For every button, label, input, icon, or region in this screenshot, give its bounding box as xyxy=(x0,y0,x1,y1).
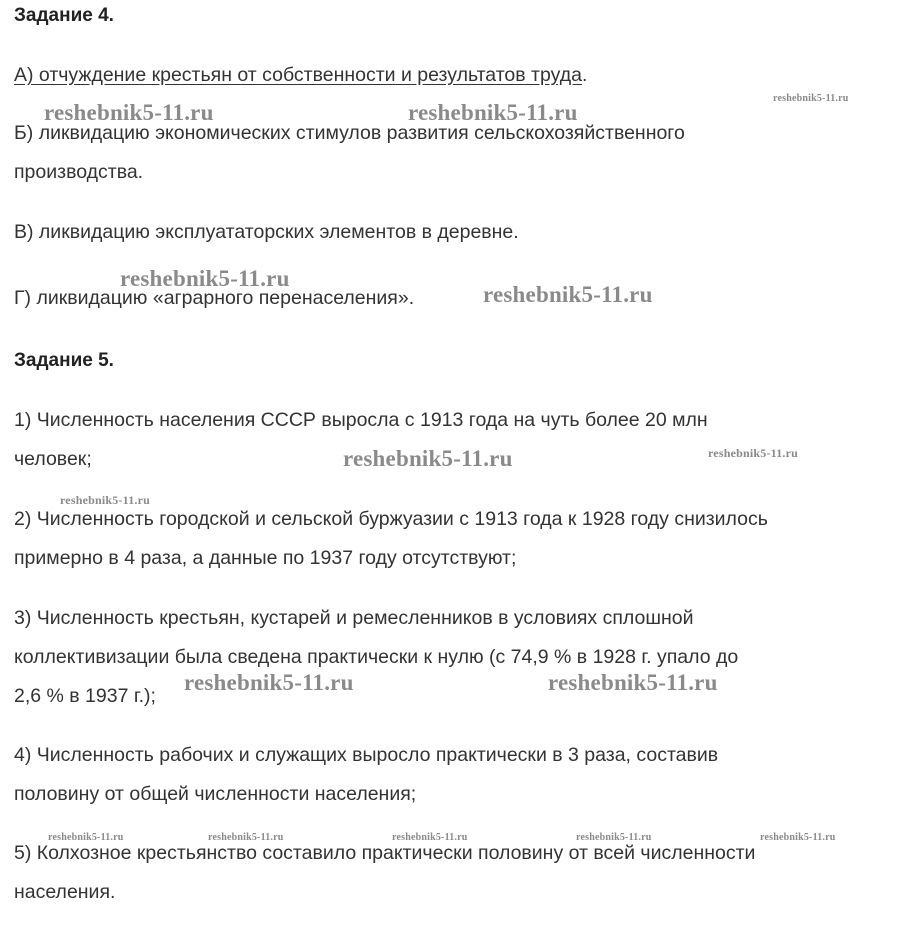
item-4-line-1: 4) Численность рабочих и служащих выросло практически в 3 раза, составив xyxy=(14,744,719,766)
task-4-answer-b xyxy=(14,114,914,192)
answer-v-text: В) ликвидацию эксплуататорских элементов в деревне. xyxy=(14,221,519,243)
watermark: reshebnik5-11.ru xyxy=(60,493,150,507)
watermark: reshebnik5-11.ru xyxy=(483,282,653,307)
item-5-line-2: населения. xyxy=(14,881,116,903)
watermark: reshebnik5-11.ru xyxy=(120,266,290,291)
item-3-line-2: коллективизации была сведена практически к нулю (с 74,9 % в 1928 г. упало до xyxy=(14,646,739,668)
watermark: reshebnik5-11.ru xyxy=(773,93,849,104)
answer-g-text: Г) ликвидацию «аграрного перенаселения». xyxy=(14,287,415,309)
task-4-answer-v xyxy=(14,213,914,252)
task-5-item-4 xyxy=(14,736,914,814)
task-5-item-2 xyxy=(14,500,914,578)
task-5-heading: Задание 5. xyxy=(14,350,114,371)
task-4-heading: Задание 4. xyxy=(14,5,114,26)
item-4-line-2: половину от общей численности населения; xyxy=(14,783,417,805)
task-4-answer-g xyxy=(14,279,914,318)
watermark: reshebnik5-11.ru xyxy=(760,832,836,843)
watermark: reshebnik5-11.ru xyxy=(48,832,124,843)
item-3-line-1: 3) Численность крестьян, кустарей и ремесленников в условиях сплошной xyxy=(14,607,694,629)
answer-a-tail: . xyxy=(581,64,588,86)
watermark: reshebnik5-11.ru xyxy=(208,832,284,843)
answer-b-line-2: производства. xyxy=(14,161,144,183)
answer-a-text: А) отчуждение крестьян от собственности и результатов труда xyxy=(14,64,582,86)
item-1-line-2: человек; xyxy=(14,448,92,470)
watermark: reshebnik5-11.ru xyxy=(343,446,513,471)
watermark: reshebnik5-11.ru xyxy=(392,832,468,843)
watermark: reshebnik5-11.ru xyxy=(44,100,214,125)
task-5-item-1 xyxy=(14,401,914,479)
item-1-line-1: 1) Численность населения СССР выросла с 1913 года на чуть более 20 млн xyxy=(14,409,708,431)
watermark: reshebnik5-11.ru xyxy=(548,670,718,695)
task-5-item-3 xyxy=(14,599,914,716)
item-2-line-1: 2) Численность городской и сельской буржуазии с 1913 года к 1928 году снизилось xyxy=(14,508,768,530)
item-5-line-1: 5) Колхозное крестьянство составило практически половину от всей численности xyxy=(14,842,756,864)
answer-b-line-1: Б) ликвидацию экономических стимулов развития сельскохозяйственного xyxy=(14,122,685,144)
task-5-item-5 xyxy=(14,834,914,912)
watermark: reshebnik5-11.ru xyxy=(576,832,652,843)
item-2-line-2: примерно в 4 раза, а данные по 1937 году отсутствуют; xyxy=(14,547,517,569)
watermark: reshebnik5-11.ru xyxy=(408,100,578,125)
watermark: reshebnik5-11.ru xyxy=(184,670,354,695)
item-3-line-3: 2,6 % в 1937 г.); xyxy=(14,685,156,707)
task-4-answer-a xyxy=(14,56,914,95)
watermark: reshebnik5-11.ru xyxy=(708,446,798,460)
